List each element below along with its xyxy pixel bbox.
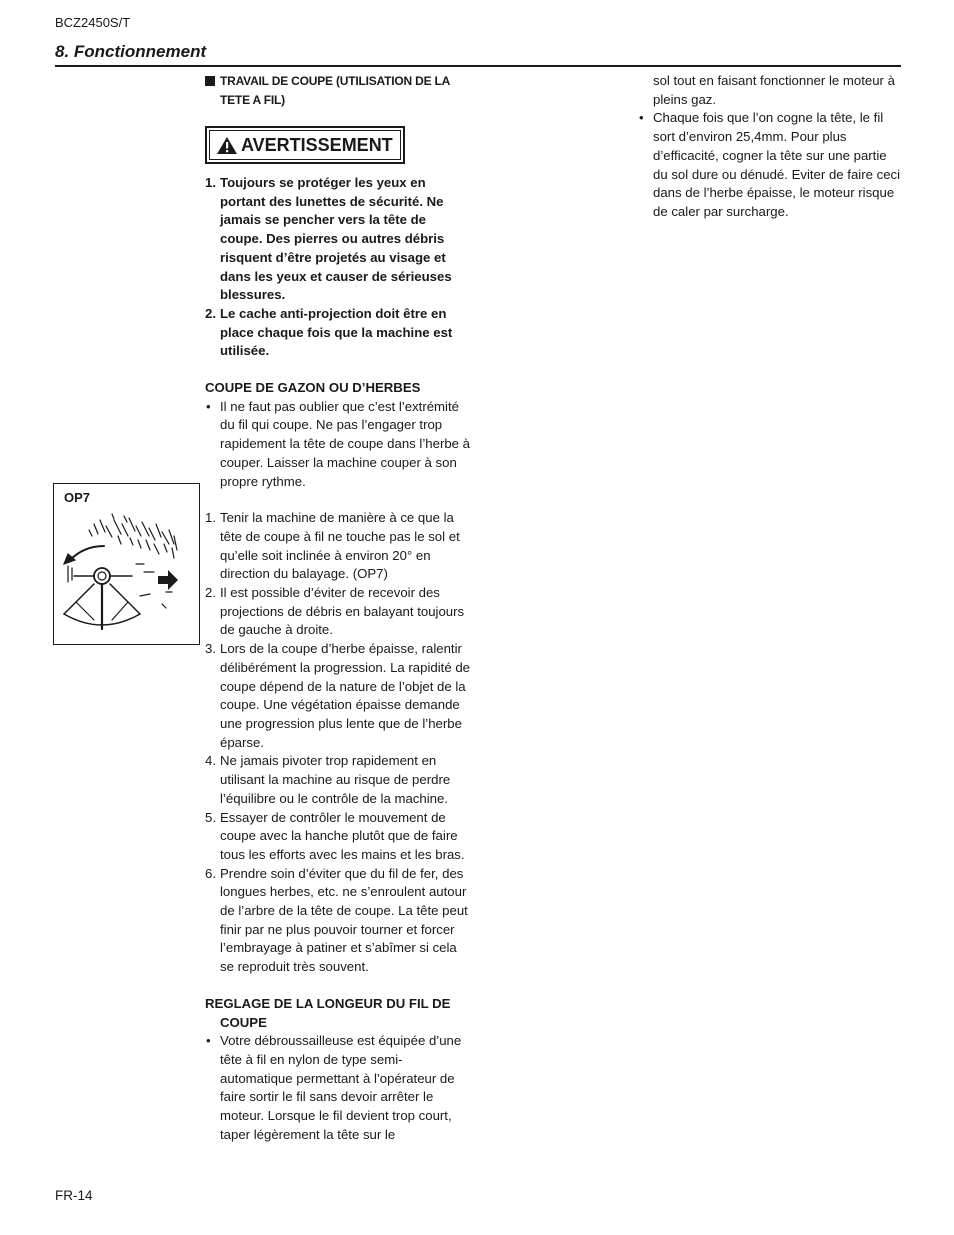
list-item: 2. Le cache anti-projection doit être en place chaque fois que la machine est utilisée. (205, 305, 453, 359)
list-item: 1. Tenir la machine de manière à ce que la tête de coupe à fil ne touche pas le sol et qu’elle soit inclinée à environ 20° en direction du balayage. (OP7) (205, 510, 460, 582)
list-item: 6. Prendre soin d’éviter que du fil de fer, des longues herbes, etc. ne s’enroulent autour de l’arbre de la tête de coupe. La tête peut finir par ne plus pouvoir tourner et forcer l’embrayage à patiner et s’abîmer si cela se reproduit très souvent. (205, 865, 468, 975)
list-item: 2. Il est possible d’éviter de recevoir des projections de débris en balayant toujours de gauche à droite. (205, 585, 465, 638)
main-column (205, 72, 470, 1144)
page-number: FR-14 (55, 1188, 93, 1203)
list-item: 5. Essayer de contrôler le mouvement de coupe avec la hanche plutôt que de faire tous les efforts avec les mains et les bras. (205, 809, 465, 862)
bullet-item: • Il ne faut pas oublier que c’est l’extrémité du fil qui coupe. Ne pas l’engager trop rapidement la tête de coupe dans l’herbe à couper. Laisser la machine couper à son propre rythme. (206, 398, 471, 489)
bullet-item: • Votre débroussailleuse est équipée d’une tête à fil en nylon de type semi-automatique permettant à l’opérateur de faire sortir le fil sans devoir arrêter le moteur. Lorsque le fil devient trop court, taper légèrement la tête sur le (206, 1033, 462, 1142)
list-item: 4. Ne jamais pivoter trop rapidement en utilisant la machine au risque de perdre l’équilibre ou le contrôle de la machine. (205, 753, 451, 806)
warning-triangle-icon (216, 136, 238, 155)
list-item: 3. Lors de la coupe d’herbe épaisse, ralentir délibérément la progression. La rapidité de coupe dépend de la nature de l’objet de la coupe. Une végétation épaisse demande une progression plus lente que de l’herbe éparse. (205, 641, 470, 750)
model-number: BCZ2450S/T (55, 15, 131, 30)
right-arrow-icon (158, 570, 178, 590)
figure-label: OP7 (64, 490, 91, 505)
subheading-line-length: REGLAGE DE LA LONGEUR DU FIL DE COUPE (205, 995, 451, 1030)
warning-label: AVERTISSEMENT (241, 135, 393, 155)
continuation-text: sol tout en faisant fonctionner le moteur à pleins gaz. (653, 73, 895, 107)
steps-list (205, 509, 470, 977)
trimmer-sweep-illustration-icon (54, 484, 199, 644)
section-heading: TRAVAIL DE COUPE (UTILISATION DE LA TETE A FIL) (205, 72, 470, 110)
square-bullet-icon (205, 76, 215, 86)
warning-box (205, 126, 405, 164)
header-divider (55, 65, 901, 67)
warning-list (205, 174, 470, 361)
figure-op7 (53, 483, 200, 645)
list-item: 1. Toujours se protéger les yeux en portant des lunettes de sécurité. Ne jamais se pencher vers la tête de coupe. Des pierres ou autres débris risquent d’être projetés au visage et dans les yeux et causer de sérieuses blessures. (205, 175, 452, 303)
bullet-item: • Chaque fois que l’on cogne la tête, le fil sort d’environ 25,4mm. Pour plus d’efficacité, cogner la tête sur une partie du sol dure ou dénudé. Eviter de faire ceci dans de l’herbe épaisse, le moteur risque de caler par surcharge. (639, 110, 901, 219)
subheading-grass: COUPE DE GAZON OU D’HERBES (205, 380, 421, 396)
section-title: 8. Fonctionnement (55, 42, 207, 61)
right-column (638, 72, 903, 222)
